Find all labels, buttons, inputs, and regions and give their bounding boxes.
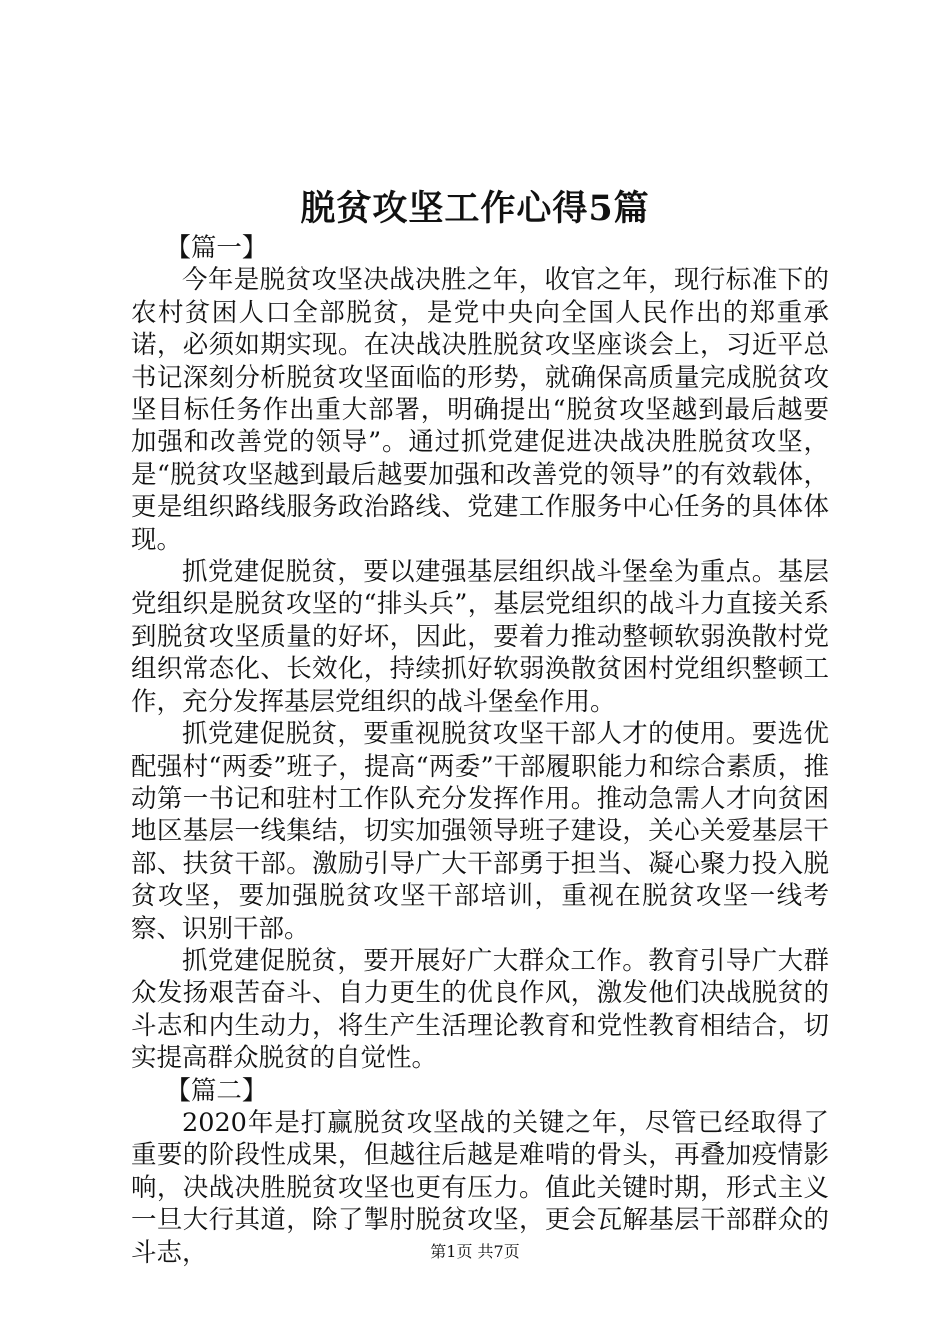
document-title: 脱贫攻坚工作心得5篇	[300, 188, 650, 229]
document-body	[131, 232, 829, 1269]
paragraph: 抓党建促脱贫，要重视脱贫攻坚干部人才的使用。要选优配强村“两委”班子，提高“两委”干部履职能力和综合素质，推动第一书记和驻村工作队充分发挥作用。推动急需人才向贫困地区基层一线集结，切实加强领导班子建设，关心关爱基层干部、扶贫干部。激励引导广大干部勇于担当、凝心聚力投入脱贫攻坚，要加强脱贫攻坚干部培训，重视在脱贫攻坚一线考察、识别干部。	[131, 719, 829, 944]
paragraph: 2020年是打赢脱贫攻坚战的关键之年，尽管已经取得了重要的阶段性成果，但越往后越是难啃的骨头，再叠加疫情影响，决战决胜脱贫攻坚也更有压力。值此关键时期，形式主义一旦大行其道，除了掣肘脱贫攻坚，更会瓦解基层干部群众的斗志，	[131, 1107, 829, 1268]
page-footer: 第1页 共7页	[430, 1242, 520, 1261]
paragraph: 抓党建促脱贫，要以建强基层组织战斗堡垒为重点。基层党组织是脱贫攻坚的“排头兵”，基层党组织的战斗力直接关系到脱贫攻坚质量的好坏，因此，要着力推动整顿软弱涣散村党组织常态化、长效化，持续抓好软弱涣散贫困村党组织整顿工作，充分发挥基层党组织的战斗堡垒作用。	[131, 557, 829, 717]
section-heading-1: 【篇一】	[165, 233, 268, 263]
section-heading-2: 【篇二】	[165, 1075, 268, 1106]
paragraph: 抓党建促脱贫，要开展好广大群众工作。教育引导广大群众发扬艰苦奋斗、自力更生的优良作风，激发他们决战脱贫的斗志和内生动力，将生产生活理论教育和党性教育相结合，切实提高群众脱贫的自觉性。	[131, 945, 829, 1074]
paragraph: 今年是脱贫攻坚决战决胜之年，收官之年，现行标准下的农村贫困人口全部脱贫，是党中央向全国人民作出的郑重承诺，必须如期实现。在决战决胜脱贫攻坚座谈会上，习近平总书记深刻分析脱贫攻坚面临的形势，就确保高质量完成脱贫攻坚目标任务作出重大部署，明确提出“脱贫攻坚越到最后越要加强和改善党的领导”。通过抓党建促进决战决胜脱贫攻坚，是“脱贫攻坚越到最后越要加强和改善党的领导”的有效载体，更是组织路线服务政治路线、党建工作服务中心任务的具体体现。	[131, 265, 829, 555]
